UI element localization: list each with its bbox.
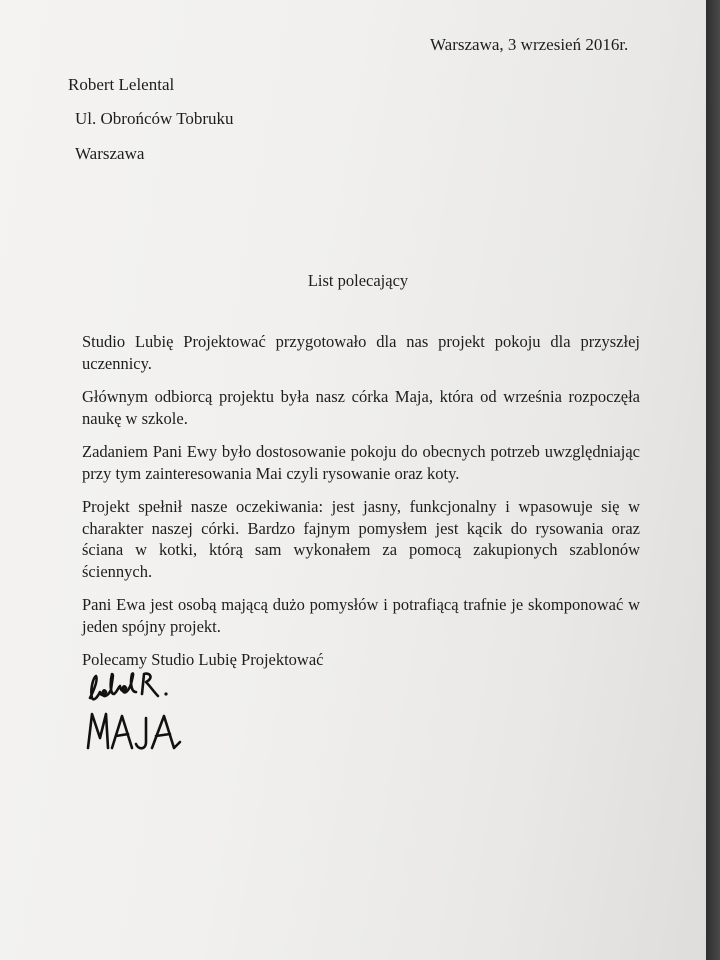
letter-body [82, 331, 640, 671]
recipient-street: Ul. Obrońców Tobruku [75, 109, 234, 128]
paragraph-3: Zadaniem Pani Ewy było dostosowanie pokoju do obecnych potrzeb uwzględniając przy tym zainteresowania Mai czyli rysowanie oraz koty. [82, 442, 640, 483]
paragraph-4: Projekt spełnił nasze oczekiwania: jest jasny, funkcjonalny i wpasowuje się w charakter naszej córki. Bardzo fajnym pomysłem jest kącik do rysowania oraz ściana w kotki, którą sam wykonałem za pomocą zakupionych szablonów ściennych. [82, 497, 640, 581]
closing-line: Polecamy Studio Lubię Projektować [82, 650, 324, 669]
background-edge [706, 0, 720, 960]
date-line: Warszawa, 3 wrzesień 2016r. [430, 35, 629, 54]
paragraph-2: Głównym odbiorcą projektu była nasz córka Maja, która od września rozpoczęła naukę w szkole. [82, 387, 640, 428]
handwritten-signature [84, 668, 214, 758]
paragraph-5: Pani Ewa jest osobą mającą dużo pomysłów i potrafiącą trafnie je skomponować w jeden spójny projekt. [82, 595, 640, 636]
letter-title: List polecający [307, 271, 409, 290]
recipient-name: Robert Lelental [68, 75, 175, 94]
recipient-city: Warszawa [75, 144, 145, 163]
paragraph-1: Studio Lubię Projektować przygotowało dla nas projekt pokoju dla przyszłej uczennicy. [82, 332, 640, 373]
